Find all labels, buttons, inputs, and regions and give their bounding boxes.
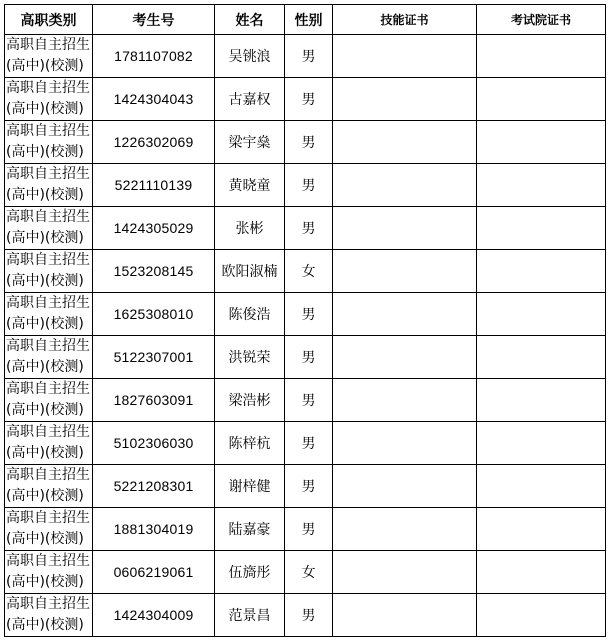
cell-category [5, 35, 93, 78]
table-row [5, 121, 606, 164]
category-line-1: 高职自主招生 [6, 381, 90, 397]
cell-exam-no: 1881304019 [93, 508, 215, 551]
cell-exam-cert [477, 250, 606, 293]
table-header [5, 5, 606, 35]
cell-gender: 男 [285, 35, 333, 78]
cell-name: 古嘉权 [215, 78, 285, 121]
cell-exam-cert [477, 336, 606, 379]
cell-category [5, 121, 93, 164]
cell-skill-cert [333, 121, 477, 164]
table-row [5, 551, 606, 594]
category-line-2: (高中)(校测) [6, 488, 84, 504]
cell-category [5, 293, 93, 336]
table-row [5, 594, 606, 637]
cell-exam-no: 1424304009 [93, 594, 215, 637]
cell-exam-no: 5221208301 [93, 465, 215, 508]
cell-category [5, 594, 93, 637]
category-line-2: (高中)(校测) [6, 58, 84, 74]
cell-skill-cert [333, 508, 477, 551]
cell-exam-no: 5102306030 [93, 422, 215, 465]
table-row [5, 164, 606, 207]
table-row [5, 336, 606, 379]
cell-name: 洪锐荣 [215, 336, 285, 379]
cell-exam-cert [477, 207, 606, 250]
cell-exam-no: 1424304043 [93, 78, 215, 121]
header-exam-cert: 考试院证书 [477, 5, 606, 35]
cell-gender: 男 [285, 336, 333, 379]
cell-name: 张彬 [215, 207, 285, 250]
cell-name: 陆嘉豪 [215, 508, 285, 551]
table-body [5, 35, 606, 637]
cell-exam-cert [477, 35, 606, 78]
cell-exam-cert [477, 164, 606, 207]
category-line-1: 高职自主招生 [6, 424, 90, 440]
cell-gender: 男 [285, 78, 333, 121]
category-line-2: (高中)(校测) [6, 187, 84, 203]
category-line-2: (高中)(校测) [6, 359, 84, 375]
cell-exam-cert [477, 594, 606, 637]
cell-gender: 女 [285, 250, 333, 293]
cell-gender: 男 [285, 422, 333, 465]
category-line-1: 高职自主招生 [6, 80, 90, 96]
cell-exam-no: 5122307001 [93, 336, 215, 379]
header-exam-no: 考生号 [93, 5, 215, 35]
table-row [5, 465, 606, 508]
cell-exam-no: 1523208145 [93, 250, 215, 293]
table-row [5, 207, 606, 250]
cell-category [5, 379, 93, 422]
table-row [5, 35, 606, 78]
cell-gender: 男 [285, 164, 333, 207]
cell-gender: 男 [285, 465, 333, 508]
cell-skill-cert [333, 422, 477, 465]
cell-skill-cert [333, 594, 477, 637]
cell-name: 陈梓杭 [215, 422, 285, 465]
table-row [5, 293, 606, 336]
cell-skill-cert [333, 379, 477, 422]
header-skill-cert: 技能证书 [333, 5, 477, 35]
category-line-2: (高中)(校测) [6, 230, 84, 246]
cell-name: 范景昌 [215, 594, 285, 637]
cell-category [5, 207, 93, 250]
table-row [5, 379, 606, 422]
cell-category [5, 508, 93, 551]
cell-gender: 男 [285, 594, 333, 637]
header-row [5, 5, 606, 35]
cell-name: 吴铫浪 [215, 35, 285, 78]
cell-exam-cert [477, 551, 606, 594]
category-line-2: (高中)(校测) [6, 101, 84, 117]
cell-skill-cert [333, 35, 477, 78]
category-line-1: 高职自主招生 [6, 338, 90, 354]
cell-category [5, 422, 93, 465]
cell-exam-cert [477, 465, 606, 508]
cell-exam-no: 1827603091 [93, 379, 215, 422]
cell-gender: 男 [285, 293, 333, 336]
cell-category [5, 164, 93, 207]
header-category: 高职类别 [5, 5, 93, 35]
cell-name: 梁宇燊 [215, 121, 285, 164]
cell-gender: 男 [285, 121, 333, 164]
table-row [5, 250, 606, 293]
category-line-1: 高职自主招生 [6, 123, 90, 139]
table-row [5, 78, 606, 121]
cell-gender: 男 [285, 207, 333, 250]
header-name: 姓名 [215, 5, 285, 35]
cell-exam-no: 1226302069 [93, 121, 215, 164]
cell-name: 黄晓童 [215, 164, 285, 207]
cell-name: 欧阳淑楠 [215, 250, 285, 293]
cell-name: 伍旖彤 [215, 551, 285, 594]
cell-name: 谢梓健 [215, 465, 285, 508]
admission-table [4, 4, 606, 637]
cell-skill-cert [333, 293, 477, 336]
cell-skill-cert [333, 336, 477, 379]
cell-gender: 女 [285, 551, 333, 594]
cell-name: 梁浩彬 [215, 379, 285, 422]
category-line-2: (高中)(校测) [6, 144, 84, 160]
cell-category [5, 336, 93, 379]
header-gender: 性别 [285, 5, 333, 35]
cell-exam-cert [477, 78, 606, 121]
cell-category [5, 250, 93, 293]
cell-exam-no: 0606219061 [93, 551, 215, 594]
cell-exam-no: 1625308010 [93, 293, 215, 336]
category-line-2: (高中)(校测) [6, 574, 84, 590]
cell-exam-cert [477, 293, 606, 336]
cell-name: 陈俊浩 [215, 293, 285, 336]
category-line-2: (高中)(校测) [6, 531, 84, 547]
cell-category [5, 78, 93, 121]
cell-skill-cert [333, 551, 477, 594]
category-line-1: 高职自主招生 [6, 553, 90, 569]
category-line-2: (高中)(校测) [6, 316, 84, 332]
cell-skill-cert [333, 78, 477, 121]
category-line-2: (高中)(校测) [6, 617, 84, 633]
category-line-1: 高职自主招生 [6, 295, 90, 311]
cell-skill-cert [333, 207, 477, 250]
table-row [5, 508, 606, 551]
cell-skill-cert [333, 465, 477, 508]
cell-exam-cert [477, 121, 606, 164]
category-line-1: 高职自主招生 [6, 252, 90, 268]
category-line-1: 高职自主招生 [6, 37, 90, 53]
cell-exam-no: 5221110139 [93, 164, 215, 207]
cell-exam-no: 1424305029 [93, 207, 215, 250]
category-line-2: (高中)(校测) [6, 402, 84, 418]
category-line-2: (高中)(校测) [6, 273, 84, 289]
cell-gender: 男 [285, 379, 333, 422]
category-line-2: (高中)(校测) [6, 445, 84, 461]
cell-skill-cert [333, 164, 477, 207]
category-line-1: 高职自主招生 [6, 166, 90, 182]
table-row [5, 422, 606, 465]
category-line-1: 高职自主招生 [6, 596, 90, 612]
cell-exam-cert [477, 422, 606, 465]
cell-gender: 男 [285, 508, 333, 551]
cell-exam-no: 1781107082 [93, 35, 215, 78]
category-line-1: 高职自主招生 [6, 467, 90, 483]
cell-exam-cert [477, 508, 606, 551]
category-line-1: 高职自主招生 [6, 510, 90, 526]
category-line-1: 高职自主招生 [6, 209, 90, 225]
cell-exam-cert [477, 379, 606, 422]
cell-category [5, 551, 93, 594]
cell-category [5, 465, 93, 508]
cell-skill-cert [333, 250, 477, 293]
